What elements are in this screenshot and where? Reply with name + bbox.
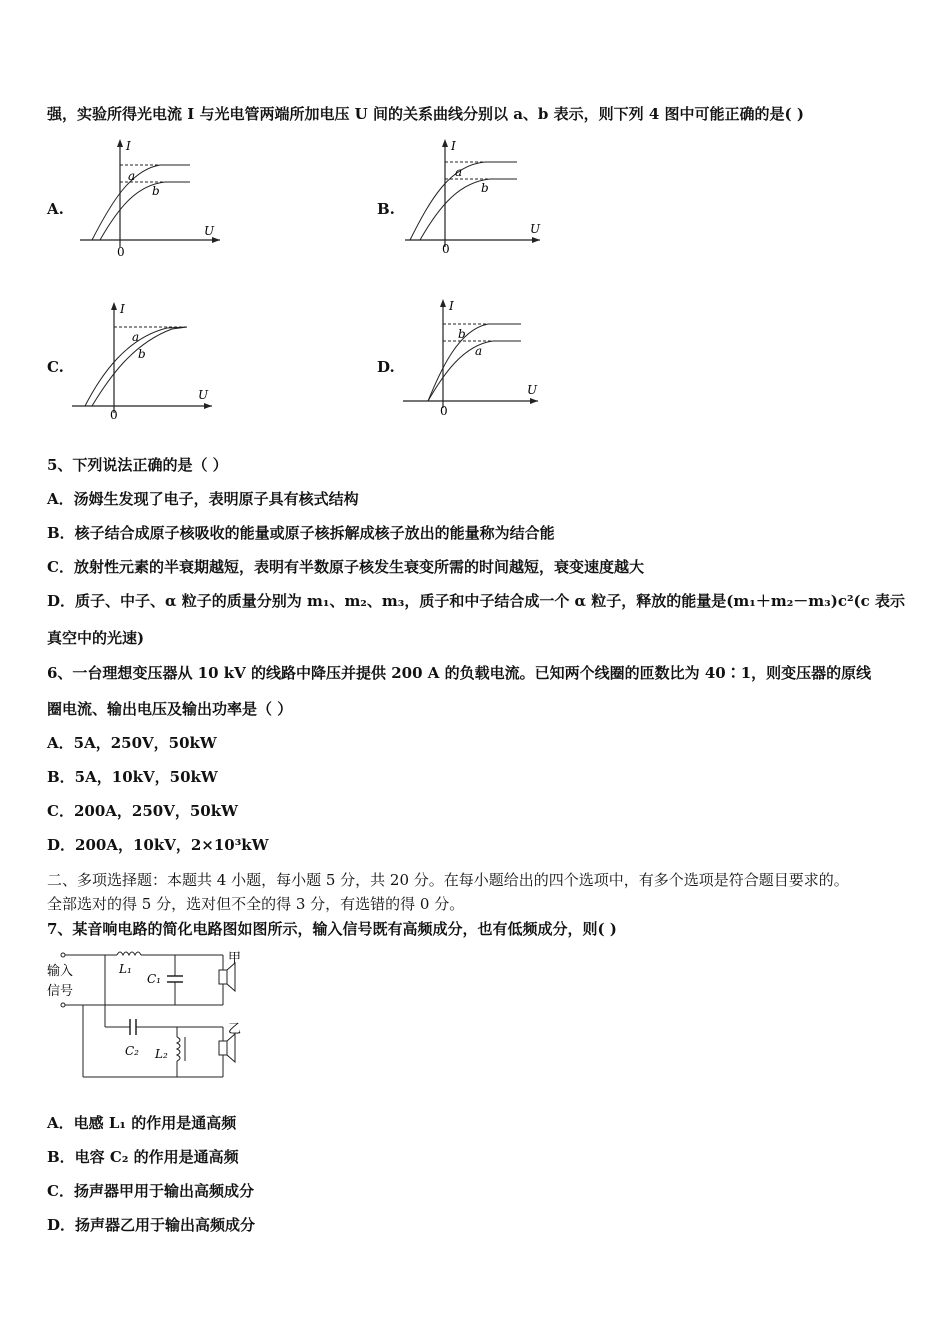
- q7-option-a[interactable]: A．电感 L₁ 的作用是通高频: [47, 1114, 237, 1132]
- q7-option-b[interactable]: B．电容 C₂ 的作用是通高频: [47, 1148, 239, 1166]
- origin-label: 0: [110, 408, 118, 422]
- q6-option-b[interactable]: B．5A，10kV，50kW: [47, 768, 218, 786]
- q4-graph-b: [405, 135, 555, 260]
- q6-option-a[interactable]: A．5A，250V，50kW: [47, 734, 217, 752]
- q5-option-d[interactable]: D．质子、中子、α 粒子的质量分别为 m₁、m₂、m₃，质子和中子结合成一个 α 粒子，释放的能量是(m₁＋m₂－m₃)c²(c 表示: [47, 592, 905, 610]
- q4-option-b-label[interactable]: B.: [377, 200, 395, 218]
- q6-stem-cont: 圈电流、输出电压及输出功率是（ ）: [47, 700, 293, 718]
- q4-option-c-label[interactable]: C.: [47, 358, 64, 376]
- q7-stem: 7、某音响电路的简化电路图如图所示，输入信号既有高频成分，也有低频成分，则( ): [47, 920, 617, 938]
- q6-option-d[interactable]: D．200A，10kV，2×10³kW: [47, 836, 269, 854]
- q4-graph-d: [403, 295, 553, 420]
- q4-stem: 强，实验所得光电流 I 与光电管两端所加电压 U 间的关系曲线分别以 a、b 表示，则下列 4 图中可能正确的是( ): [47, 105, 804, 123]
- curve-label-top: a: [132, 330, 140, 344]
- origin-label: 0: [440, 404, 448, 418]
- axis-u-label: U: [204, 224, 215, 238]
- axis-i-label: I: [451, 139, 456, 153]
- curve-label-bottom: b: [152, 184, 160, 198]
- axis-u-label: U: [527, 383, 538, 397]
- l1-label: L₁: [119, 962, 132, 976]
- axis-i-label: I: [120, 302, 125, 316]
- speaker-jia-label: 甲: [228, 951, 242, 966]
- c2-label: C₂: [125, 1044, 139, 1058]
- curve-label-top: a: [128, 169, 136, 183]
- q5-stem: 5、下列说法正确的是（ ）: [47, 456, 228, 474]
- q5-option-b[interactable]: B．核子结合成原子核吸收的能量或原子核拆解成核子放出的能量称为结合能: [47, 524, 555, 542]
- q4-option-a-label[interactable]: A.: [47, 200, 64, 218]
- q4-graph-c: [72, 298, 222, 423]
- curve-label-bottom: b: [138, 347, 146, 361]
- curve-label-top: a: [455, 165, 463, 179]
- axis-i-label: I: [126, 139, 131, 153]
- section2-intro-cont: 全部选对的得 5 分，选对但不全的得 3 分，有选错的得 0 分。: [47, 895, 465, 913]
- q6-option-c[interactable]: C．200A，250V，50kW: [47, 802, 238, 820]
- c1-label: C₁: [147, 972, 161, 986]
- q4-option-d-label[interactable]: D.: [377, 358, 395, 376]
- axis-u-label: U: [530, 222, 541, 236]
- speaker-yi-label: 乙: [228, 1022, 242, 1037]
- q7-circuit-diagram: [45, 945, 255, 1085]
- q7-option-c[interactable]: C．扬声器甲用于输出高频成分: [47, 1182, 254, 1200]
- curve-label-top: b: [458, 327, 466, 341]
- section2-intro: 二、多项选择题：本题共 4 小题，每小题 5 分，共 20 分。在每小题给出的四个选项中，有多个选项是符合题目要求的。: [47, 871, 849, 889]
- q5-option-a[interactable]: A．汤姆生发现了电子，表明原子具有核式结构: [47, 490, 359, 508]
- axis-u-label: U: [198, 388, 209, 402]
- origin-label: 0: [442, 242, 450, 256]
- axis-i-label: I: [449, 299, 454, 313]
- curve-label-bottom: b: [481, 181, 489, 195]
- input-label-2: 信号: [47, 984, 74, 999]
- l2-label: L₂: [155, 1047, 168, 1061]
- q5-option-c[interactable]: C．放射性元素的半衰期越短，表明有半数原子核发生衰变所需的时间越短，衰变速度越大: [47, 558, 644, 576]
- q7-option-d[interactable]: D．扬声器乙用于输出高频成分: [47, 1216, 256, 1234]
- origin-label: 0: [117, 245, 125, 259]
- q6-stem: 6、一台理想变压器从 10 kV 的线路中降压并提供 200 A 的负载电流。已知两个线圈的匝数比为 40∶1，则变压器的原线: [47, 664, 872, 682]
- curve-label-bottom: a: [475, 344, 483, 358]
- input-label-1: 输入: [47, 964, 74, 979]
- q5-option-d-cont: 真空中的光速): [47, 629, 145, 647]
- q4-graph-a: [80, 135, 230, 260]
